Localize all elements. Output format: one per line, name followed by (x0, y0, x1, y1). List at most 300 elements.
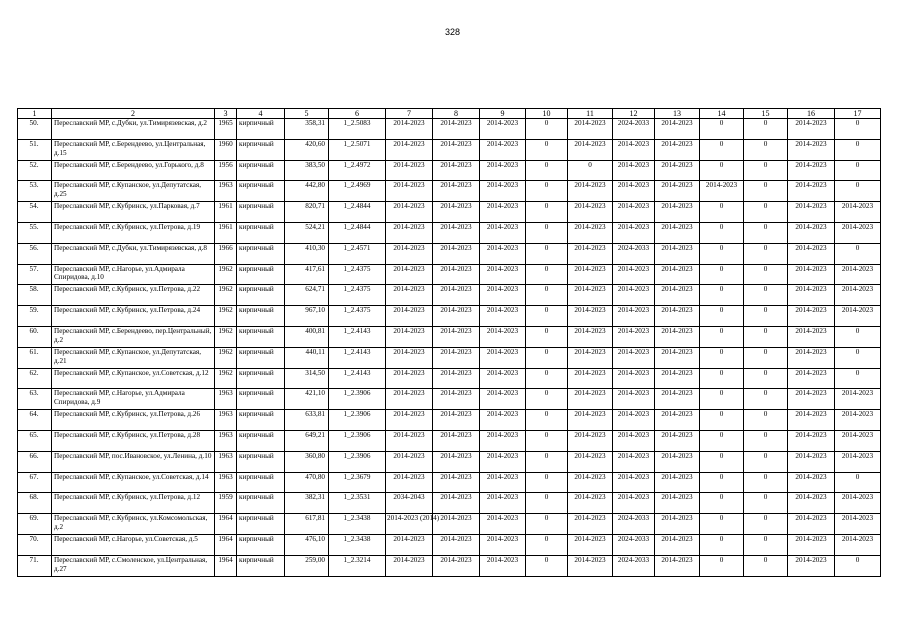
cell-col-15: 0 (744, 534, 788, 555)
cell-col-14: 0 (700, 451, 744, 472)
cell-address: Переславский МР, с.Дубки, ул.Тимирязевская, д.8 (52, 243, 215, 264)
cell-period-9: 2014-2023 (480, 493, 526, 514)
cell-period-17: 0 (835, 181, 881, 202)
cell-col-10: 0 (526, 430, 568, 451)
cell-material: кирпичный (237, 368, 285, 389)
cell-address: Переславский МР, с.Берендеево, ул.Горького, д.8 (52, 160, 215, 181)
cell-material: кирпичный (237, 285, 285, 306)
table-row (18, 139, 881, 160)
column-header-16: 16 (788, 109, 835, 119)
cell-period-16: 2014-2023 (788, 493, 835, 514)
cell-area: 649,21 (285, 430, 329, 451)
cell-col-10: 0 (526, 181, 568, 202)
cell-period-17: 2014-2023 (835, 514, 881, 535)
cell-col-15: 0 (744, 160, 788, 181)
cell-col-10: 0 (526, 139, 568, 160)
cell-period-17: 2014-2023 (835, 534, 881, 555)
cell-period-13: 2014-2023 (655, 347, 700, 368)
cell-period-9: 2014-2023 (480, 243, 526, 264)
column-header-12: 12 (613, 109, 655, 119)
cell-period-8: 2014-2023 (433, 472, 480, 493)
cell-period-13: 2014-2023 (655, 243, 700, 264)
cell-col-10: 0 (526, 347, 568, 368)
cell-address: Переславский МР, с.Кубринск, ул.Петрова, д.22 (52, 285, 215, 306)
cell-period-7: 2014-2023 (386, 160, 433, 181)
cell-period-17: 0 (835, 472, 881, 493)
cell-period-11: 2014-2023 (568, 555, 613, 576)
cell-period-12: 2014-2023 (613, 306, 655, 327)
cell-col-14: 0 (700, 368, 744, 389)
cell-period-7: 2014-2023 (386, 534, 433, 555)
cell-row-number: 63. (18, 389, 52, 410)
cell-year: 1966 (215, 243, 237, 264)
cell-address: Переславский МР, с.Кубринск, ул.Петрова, д.26 (52, 410, 215, 431)
cell-period-11: 2014-2023 (568, 347, 613, 368)
cell-period-11: 2014-2023 (568, 243, 613, 264)
cell-col-10: 0 (526, 493, 568, 514)
cell-period-13: 2014-2023 (655, 493, 700, 514)
cell-row-number: 55. (18, 222, 52, 243)
cell-row-number: 62. (18, 368, 52, 389)
cell-period-9: 2014-2023 (480, 389, 526, 410)
cell-period-7: 2014-2023 (386, 451, 433, 472)
cell-period-8: 2014-2023 (433, 160, 480, 181)
cell-period-16: 2014-2023 (788, 514, 835, 535)
cell-code: 1_2.3531 (329, 493, 386, 514)
cell-code: 1_2.3906 (329, 451, 386, 472)
cell-col-14: 0 (700, 534, 744, 555)
cell-period-9: 2014-2023 (480, 222, 526, 243)
cell-period-12: 2014-2023 (613, 430, 655, 451)
cell-period-16: 2014-2023 (788, 347, 835, 368)
cell-period-17: 0 (835, 555, 881, 576)
cell-year: 1963 (215, 430, 237, 451)
cell-col-15: 0 (744, 493, 788, 514)
cell-code: 1_2.5083 (329, 119, 386, 140)
cell-material: кирпичный (237, 181, 285, 202)
cell-period-8: 2014-2023 (433, 368, 480, 389)
table-row (18, 410, 881, 431)
cell-period-16: 2014-2023 (788, 368, 835, 389)
cell-col-10: 0 (526, 534, 568, 555)
cell-col-15: 0 (744, 181, 788, 202)
cell-col-10: 0 (526, 472, 568, 493)
cell-period-12: 2014-2023 (613, 410, 655, 431)
cell-col-14: 0 (700, 264, 744, 285)
table-row (18, 306, 881, 327)
cell-area: 440,11 (285, 347, 329, 368)
cell-code: 1_2.4143 (329, 326, 386, 347)
cell-col-10: 0 (526, 119, 568, 140)
cell-period-8: 2014-2023 (433, 243, 480, 264)
cell-period-7: 2014-2023 (386, 410, 433, 431)
cell-period-13: 2014-2023 (655, 181, 700, 202)
cell-period-8: 2014-2023 (433, 222, 480, 243)
cell-period-7: 2014-2023 (386, 555, 433, 576)
cell-period-8: 2014-2023 (433, 326, 480, 347)
cell-year: 1964 (215, 534, 237, 555)
cell-code: 1_2.4844 (329, 202, 386, 223)
cell-col-14: 0 (700, 493, 744, 514)
cell-code: 1_2.4143 (329, 347, 386, 368)
cell-row-number: 59. (18, 306, 52, 327)
cell-period-13: 2014-2023 (655, 139, 700, 160)
table-row (18, 181, 881, 202)
cell-period-17: 0 (835, 243, 881, 264)
cell-col-10: 0 (526, 368, 568, 389)
cell-period-7: 2014-2023 (386, 222, 433, 243)
table-row (18, 202, 881, 223)
cell-period-8: 2014-2023 (433, 410, 480, 431)
cell-col-14: 0 (700, 306, 744, 327)
cell-period-13: 2014-2023 (655, 202, 700, 223)
cell-col-15: 0 (744, 202, 788, 223)
cell-year: 1965 (215, 119, 237, 140)
header-row (18, 109, 881, 119)
cell-material: кирпичный (237, 493, 285, 514)
column-header-6: 6 (329, 109, 386, 119)
cell-address: Переславский МР, с.Берендеево, пер.Центральный, д.2 (52, 326, 215, 347)
cell-period-12: 2014-2023 (613, 285, 655, 306)
cell-period-8: 2014-2023 (433, 139, 480, 160)
cell-period-11: 2014-2023 (568, 451, 613, 472)
cell-period-17: 2014-2023 (835, 285, 881, 306)
cell-year: 1961 (215, 202, 237, 223)
cell-period-9: 2014-2023 (480, 514, 526, 535)
cell-col-15: 0 (744, 326, 788, 347)
cell-period-11: 2014-2023 (568, 472, 613, 493)
cell-area: 400,81 (285, 326, 329, 347)
cell-period-12: 2024-2033 (613, 514, 655, 535)
cell-col-14: 0 (700, 160, 744, 181)
cell-period-11: 2014-2023 (568, 493, 613, 514)
cell-period-9: 2014-2023 (480, 326, 526, 347)
cell-col-10: 0 (526, 555, 568, 576)
cell-col-14: 0 (700, 243, 744, 264)
cell-col-14: 0 (700, 222, 744, 243)
cell-period-11: 2014-2023 (568, 306, 613, 327)
cell-period-12: 2014-2023 (613, 222, 655, 243)
cell-material: кирпичный (237, 410, 285, 431)
cell-address: Переславский МР, с.Кубринск, ул.Комсомольская, д.2 (52, 514, 215, 535)
cell-period-7: 2014-2023 (386, 119, 433, 140)
table-row (18, 430, 881, 451)
cell-row-number: 68. (18, 493, 52, 514)
cell-year: 1962 (215, 326, 237, 347)
cell-col-10: 0 (526, 202, 568, 223)
cell-col-14: 0 (700, 472, 744, 493)
table-row (18, 555, 881, 576)
cell-year: 1956 (215, 160, 237, 181)
table-row (18, 347, 881, 368)
cell-material: кирпичный (237, 243, 285, 264)
column-header-10: 10 (526, 109, 568, 119)
cell-year: 1963 (215, 389, 237, 410)
cell-period-11: 2014-2023 (568, 389, 613, 410)
cell-period-9: 2014-2023 (480, 181, 526, 202)
cell-period-17: 2014-2023 (835, 222, 881, 243)
cell-area: 383,50 (285, 160, 329, 181)
column-header-4: 4 (237, 109, 285, 119)
cell-material: кирпичный (237, 160, 285, 181)
cell-area: 360,80 (285, 451, 329, 472)
cell-period-8: 2014-2023 (433, 493, 480, 514)
cell-col-15: 0 (744, 389, 788, 410)
cell-period-11: 2014-2023 (568, 368, 613, 389)
cell-material: кирпичный (237, 347, 285, 368)
cell-period-11: 2014-2023 (568, 410, 613, 431)
cell-col-14: 0 (700, 389, 744, 410)
cell-code: 1_2.4143 (329, 368, 386, 389)
cell-period-11: 2014-2023 (568, 202, 613, 223)
cell-period-17: 2014-2023 (835, 430, 881, 451)
table-row (18, 119, 881, 140)
cell-period-16: 2014-2023 (788, 202, 835, 223)
cell-code: 1_2.3438 (329, 534, 386, 555)
cell-period-13: 2014-2023 (655, 306, 700, 327)
cell-period-13: 2014-2023 (655, 264, 700, 285)
cell-period-11: 2014-2023 (568, 264, 613, 285)
cell-period-7: 2014-2023 (386, 472, 433, 493)
cell-material: кирпичный (237, 119, 285, 140)
cell-period-13: 2014-2023 (655, 326, 700, 347)
cell-period-16: 2014-2023 (788, 160, 835, 181)
cell-period-11: 0 (568, 160, 613, 181)
cell-col-14: 2014-2023 (700, 181, 744, 202)
cell-period-11: 2014-2023 (568, 181, 613, 202)
cell-period-17: 2014-2023 (835, 264, 881, 285)
cell-period-16: 2014-2023 (788, 222, 835, 243)
cell-row-number: 69. (18, 514, 52, 535)
cell-col-15: 0 (744, 410, 788, 431)
cell-col-10: 0 (526, 326, 568, 347)
cell-col-10: 0 (526, 160, 568, 181)
column-header-15: 15 (744, 109, 788, 119)
cell-period-8: 2014-2023 (433, 306, 480, 327)
column-header-8: 8 (433, 109, 480, 119)
cell-period-16: 2014-2023 (788, 555, 835, 576)
cell-col-14: 0 (700, 285, 744, 306)
cell-material: кирпичный (237, 222, 285, 243)
table-row (18, 389, 881, 410)
cell-period-16: 2014-2023 (788, 534, 835, 555)
cell-period-13: 2014-2023 (655, 430, 700, 451)
cell-code: 1_2.3906 (329, 389, 386, 410)
cell-address: Переславский МР, с.Дубки, ул.Тимирязевская, д.2 (52, 119, 215, 140)
column-header-13: 13 (655, 109, 700, 119)
cell-address: Переславский МР, с.Кубринск, ул.Петрова, д.12 (52, 493, 215, 514)
cell-period-12: 2024-2033 (613, 243, 655, 264)
cell-period-9: 2014-2023 (480, 555, 526, 576)
cell-period-16: 2014-2023 (788, 410, 835, 431)
cell-area: 417,61 (285, 264, 329, 285)
cell-year: 1963 (215, 451, 237, 472)
cell-period-8: 2014-2023 (433, 264, 480, 285)
cell-year: 1959 (215, 493, 237, 514)
cell-period-13: 2014-2023 (655, 472, 700, 493)
cell-period-11: 2014-2023 (568, 326, 613, 347)
cell-row-number: 58. (18, 285, 52, 306)
cell-year: 1960 (215, 139, 237, 160)
table-row (18, 160, 881, 181)
cell-row-number: 60. (18, 326, 52, 347)
cell-period-8: 2014-2023 (433, 347, 480, 368)
cell-year: 1961 (215, 222, 237, 243)
cell-period-16: 2014-2023 (788, 139, 835, 160)
cell-address: Переславский МР, с.Смоленское, ул.Центральная, д.27 (52, 555, 215, 576)
cell-col-14: 0 (700, 514, 744, 535)
cell-period-12: 2014-2023 (613, 160, 655, 181)
cell-col-15: 0 (744, 555, 788, 576)
cell-col-14: 0 (700, 139, 744, 160)
cell-period-7: 2014-2023 (386, 326, 433, 347)
cell-area: 470,80 (285, 472, 329, 493)
cell-col-15: 0 (744, 222, 788, 243)
cell-area: 420,60 (285, 139, 329, 160)
cell-period-11: 2014-2023 (568, 139, 613, 160)
cell-year: 1962 (215, 306, 237, 327)
cell-period-7: 2014-2023 (386, 243, 433, 264)
cell-period-17: 2014-2023 (835, 306, 881, 327)
cell-col-10: 0 (526, 389, 568, 410)
cell-row-number: 54. (18, 202, 52, 223)
cell-period-8: 2014-2023 (433, 514, 480, 535)
cell-code: 1_2.4375 (329, 264, 386, 285)
cell-row-number: 51. (18, 139, 52, 160)
cell-period-16: 2014-2023 (788, 243, 835, 264)
cell-address: Переславский МР, с.Кубринск, ул.Парковая, д.7 (52, 202, 215, 223)
column-header-3: 3 (215, 109, 237, 119)
cell-address: Переславский МР, с.Нагорье, ул.Советская, д.5 (52, 534, 215, 555)
cell-address: Переславский МР, с.Кубринск, ул.Петрова, д.19 (52, 222, 215, 243)
table-body (18, 119, 881, 577)
cell-address: Переславский МР, с.Купанское, ул.Советская, д.14 (52, 472, 215, 493)
cell-period-13: 2014-2023 (655, 222, 700, 243)
cell-col-14: 0 (700, 347, 744, 368)
cell-col-15: 0 (744, 119, 788, 140)
cell-material: кирпичный (237, 472, 285, 493)
table-row (18, 222, 881, 243)
cell-period-13: 2014-2023 (655, 451, 700, 472)
cell-col-10: 0 (526, 306, 568, 327)
cell-row-number: 53. (18, 181, 52, 202)
cell-col-10: 0 (526, 285, 568, 306)
cell-area: 421,10 (285, 389, 329, 410)
cell-row-number: 71. (18, 555, 52, 576)
cell-col-10: 0 (526, 222, 568, 243)
cell-material: кирпичный (237, 389, 285, 410)
cell-col-14: 0 (700, 202, 744, 223)
cell-material: кирпичный (237, 534, 285, 555)
cell-col-15: 0 (744, 285, 788, 306)
cell-period-11: 2014-2023 (568, 430, 613, 451)
cell-col-14: 0 (700, 119, 744, 140)
cell-material: кирпичный (237, 430, 285, 451)
cell-period-8: 2014-2023 (433, 285, 480, 306)
cell-year: 1962 (215, 347, 237, 368)
cell-period-17: 0 (835, 368, 881, 389)
table-row (18, 368, 881, 389)
column-header-17: 17 (835, 109, 881, 119)
cell-col-15: 0 (744, 243, 788, 264)
cell-year: 1964 (215, 555, 237, 576)
cell-period-9: 2014-2023 (480, 119, 526, 140)
cell-address: Переславский МР, с.Нагорье, ул.Адмирала Спиридова, д.9 (52, 389, 215, 410)
cell-period-9: 2014-2023 (480, 139, 526, 160)
cell-col-15: 0 (744, 347, 788, 368)
cell-period-9: 2014-2023 (480, 410, 526, 431)
cell-material: кирпичный (237, 202, 285, 223)
column-header-5: 5 (285, 109, 329, 119)
cell-period-7: 2014-2023 (386, 347, 433, 368)
cell-period-9: 2014-2023 (480, 347, 526, 368)
cell-period-12: 2014-2023 (613, 451, 655, 472)
table-row (18, 285, 881, 306)
cell-row-number: 70. (18, 534, 52, 555)
cell-period-13: 2014-2023 (655, 285, 700, 306)
cell-area: 617,81 (285, 514, 329, 535)
cell-code: 1_2.3214 (329, 555, 386, 576)
cell-row-number: 65. (18, 430, 52, 451)
cell-period-17: 2014-2023 (835, 493, 881, 514)
cell-period-11: 2014-2023 (568, 222, 613, 243)
cell-col-14: 0 (700, 410, 744, 431)
cell-period-13: 2014-2023 (655, 119, 700, 140)
cell-period-8: 2014-2023 (433, 451, 480, 472)
cell-period-12: 2014-2023 (613, 326, 655, 347)
cell-col-10: 0 (526, 514, 568, 535)
cell-area: 967,10 (285, 306, 329, 327)
cell-period-7: 2014-2023 (386, 202, 433, 223)
cell-address: Переславский МР, пос.Ивановское, ул.Ленина, д.10 (52, 451, 215, 472)
cell-col-15: 0 (744, 430, 788, 451)
cell-col-14: 0 (700, 555, 744, 576)
cell-period-12: 2014-2023 (613, 472, 655, 493)
cell-period-16: 2014-2023 (788, 389, 835, 410)
column-header-14: 14 (700, 109, 744, 119)
cell-col-10: 0 (526, 264, 568, 285)
table-row (18, 514, 881, 535)
cell-address: Переславский МР, с.Берендеево, ул.Центральная, д.15 (52, 139, 215, 160)
cell-code: 1_2.4844 (329, 222, 386, 243)
table-row (18, 326, 881, 347)
cell-period-13: 2014-2023 (655, 410, 700, 431)
cell-period-12: 2014-2023 (613, 368, 655, 389)
cell-period-12: 2014-2023 (613, 181, 655, 202)
cell-period-17: 2014-2023 (835, 410, 881, 431)
cell-period-16: 2014-2023 (788, 181, 835, 202)
column-header-7: 7 (386, 109, 433, 119)
cell-year: 1962 (215, 264, 237, 285)
cell-period-12: 2014-2023 (613, 389, 655, 410)
cell-period-9: 2014-2023 (480, 202, 526, 223)
cell-period-13: 2014-2023 (655, 514, 700, 535)
cell-year: 1964 (215, 514, 237, 535)
cell-period-13: 2014-2023 (655, 160, 700, 181)
cell-period-12: 2014-2023 (613, 347, 655, 368)
cell-period-8: 2014-2023 (433, 202, 480, 223)
column-header-1: 1 (18, 109, 52, 119)
cell-period-7: 2014-2023 (386, 430, 433, 451)
cell-period-8: 2014-2023 (433, 534, 480, 555)
cell-period-9: 2014-2023 (480, 306, 526, 327)
cell-address: Переславский МР, с.Купанское, ул.Советская, д.12 (52, 368, 215, 389)
cell-address: Переславский МР, с.Кубринск, ул.Петрова, д.24 (52, 306, 215, 327)
cell-year: 1963 (215, 181, 237, 202)
cell-period-16: 2014-2023 (788, 119, 835, 140)
cell-material: кирпичный (237, 514, 285, 535)
cell-period-12: 2024-2033 (613, 119, 655, 140)
